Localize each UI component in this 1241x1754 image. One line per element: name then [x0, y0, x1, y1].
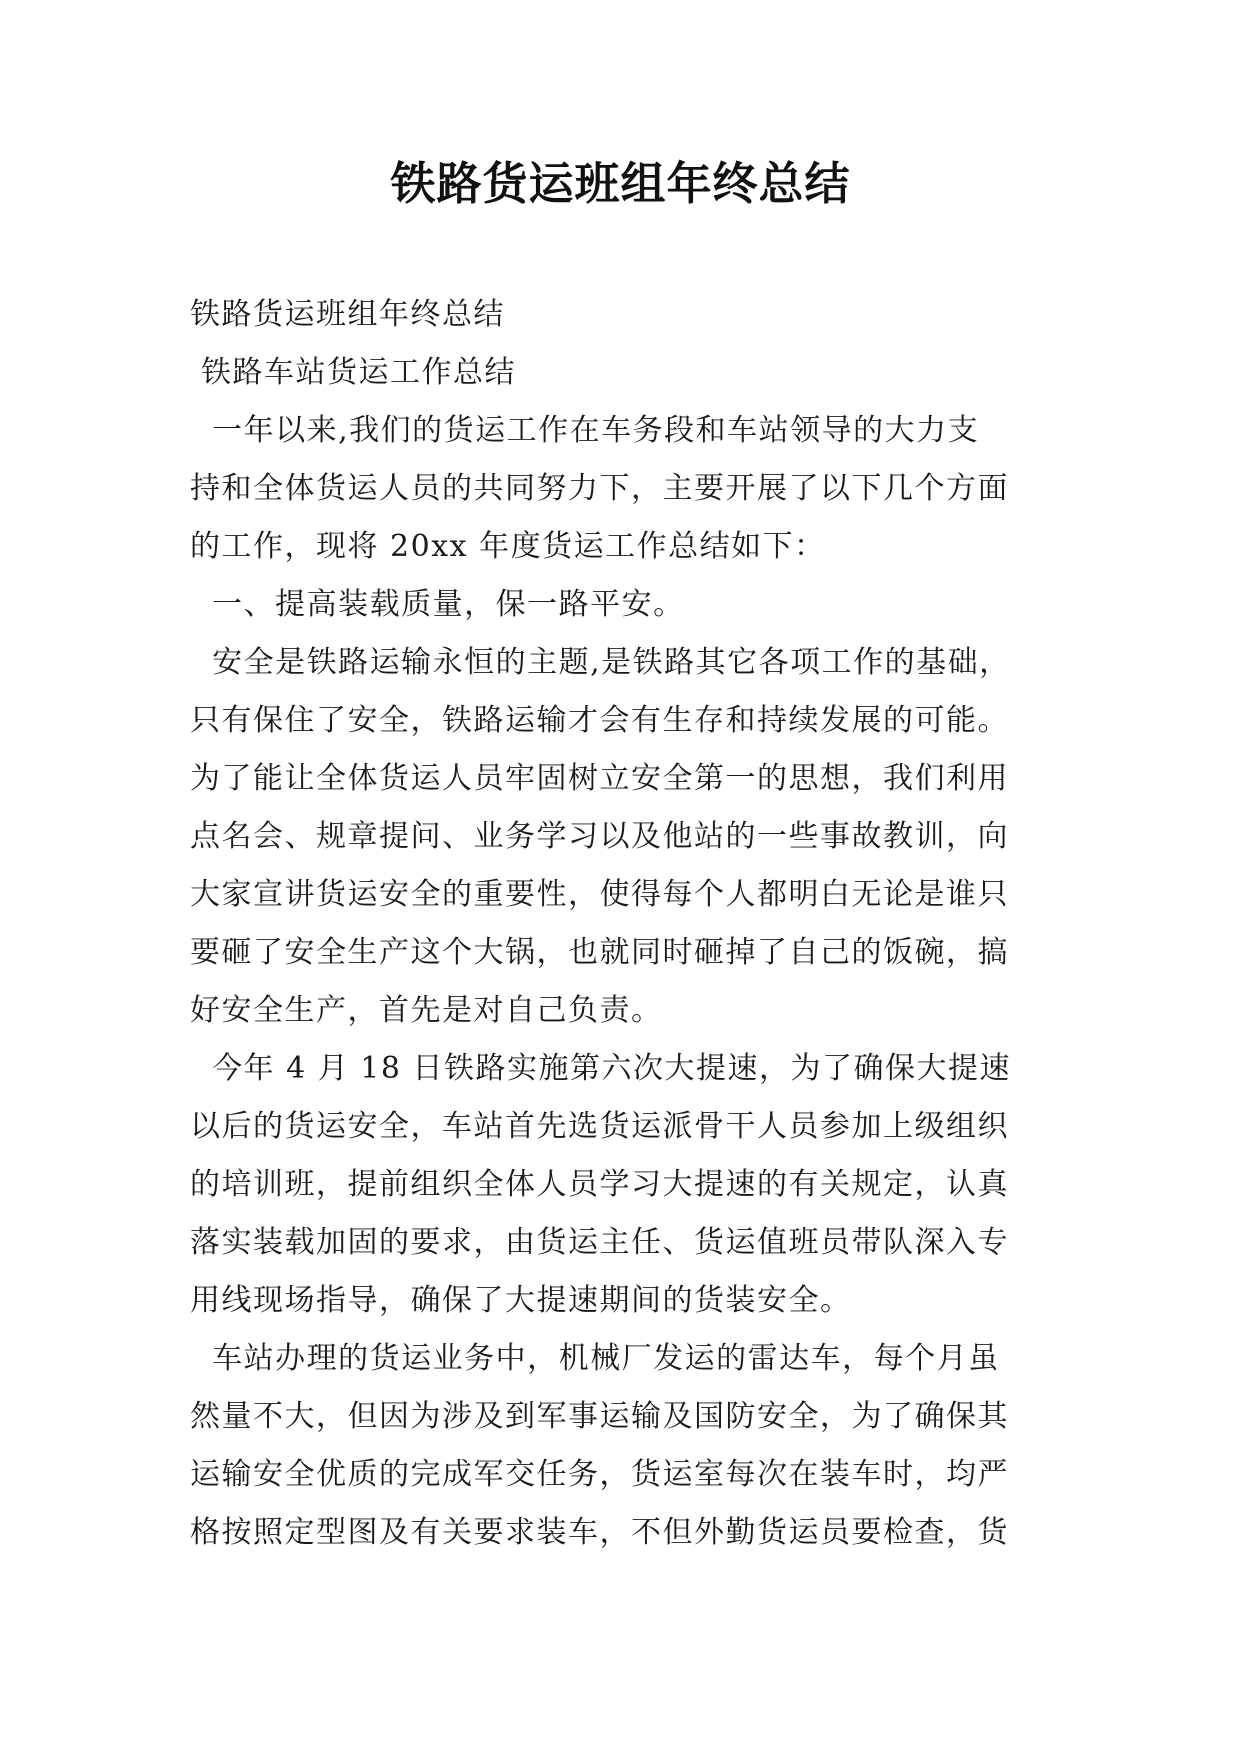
paragraph-line: 持和全体货运人员的共同努力下，主要开展了以下几个方面: [190, 471, 1009, 506]
paragraph-line: 格按照定型图及有关要求装车，不但外勤货运员要检查，货: [190, 1515, 1009, 1550]
paragraph-line: 以后的货运安全，车站首先选货运派骨干人员参加上级组织: [190, 1109, 1009, 1144]
paragraph-line: 好安全生产，首先是对自己负责。: [190, 993, 663, 1028]
subtitle-line: 铁路货运班组年终总结: [190, 297, 505, 332]
paragraph-line: 要砸了安全生产这个大锅，也就同时砸掉了自己的饭碗，搞: [190, 935, 1009, 970]
paragraph-line: 大家宣讲货运安全的重要性，使得每个人都明白无论是谁只: [190, 877, 1009, 912]
paragraph-line: 落实装载加固的要求，由货运主任、货运值班员带队深入专: [190, 1225, 1009, 1260]
paragraph-line: 点名会、规章提问、业务学习以及他站的一些事故教训，向: [190, 819, 1009, 854]
paragraph-line: 运输安全优质的完成军交任务，货运室每次在装车时，均严: [190, 1457, 1009, 1492]
document-title: 铁路货运班组年终总结: [390, 157, 851, 210]
paragraph-line: 一年以来,我们的货运工作在车务段和车站领导的大力支: [190, 413, 980, 448]
paragraph-line: 只有保住了安全，铁路运输才会有生存和持续发展的可能。: [190, 703, 1009, 738]
paragraph-line: 然量不大，但因为涉及到军事运输及国防安全，为了确保其: [190, 1399, 1009, 1434]
paragraph-line: 的培训班，提前组织全体人员学习大提速的有关规定，认真: [190, 1167, 1009, 1202]
section-heading-line: 一、提高装载质量，保一路平安。: [190, 587, 685, 622]
paragraph-line: 车站办理的货运业务中，机械厂发运的雷达车，每个月虽: [190, 1341, 1000, 1376]
document-body: [190, 286, 1050, 1562]
paragraph-line: 为了能让全体货运人员牢固树立安全第一的思想，我们利用: [190, 761, 1009, 796]
paragraph-line: 安全是铁路运输永恒的主题,是铁路其它各项工作的基础，: [190, 645, 1011, 680]
paragraph-line: 的工作，现将 20xx 年度货运工作总结如下：: [190, 529, 826, 564]
paragraph-line: 用线现场指导，确保了大提速期间的货装安全。: [190, 1283, 852, 1318]
paragraph-line: 今年 4 月 18 日铁路实施第六次大提速，为了确保大提速: [190, 1051, 1011, 1086]
section-heading-line: 铁路车站货运工作总结: [190, 355, 517, 390]
